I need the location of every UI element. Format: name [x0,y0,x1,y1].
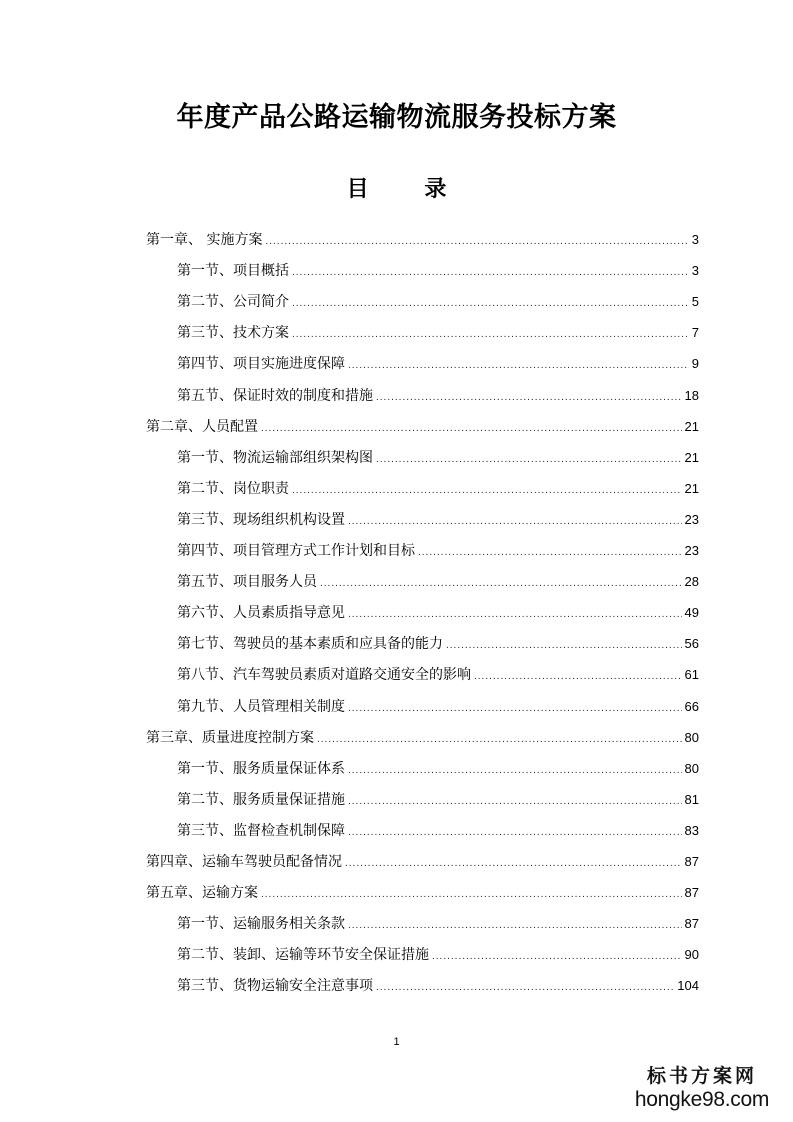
toc-dot-leader [261,884,682,906]
toc-section-entry[interactable] [177,571,699,593]
toc-entry-page: 81 [684,791,699,807]
toc-entry-page: 23 [684,511,699,527]
toc-entry-page: 87 [684,854,699,869]
toc-entry-label: 第二节、装卸、运输等环节安全保证措施 [177,947,429,964]
toc-entry-label: 第三节、现场组织机构设置 [177,511,345,528]
toc-section-entry[interactable] [177,602,699,624]
document-title: 年度产品公路运输物流服务投标方案 [176,102,617,133]
toc-dot-leader [265,231,688,253]
toc-entry-page: 28 [684,574,699,590]
toc-entry-page: 66 [684,698,699,714]
toc-entry-label: 第四节、项目实施进度保障 [177,356,345,373]
toc-section-entry[interactable] [177,509,699,531]
toc-section-entry[interactable] [177,633,699,655]
toc-section-entry[interactable] [177,789,699,811]
toc-entry-label: 第三章、质量进度控制方案 [146,729,314,746]
toc-entry-page: 18 [684,387,699,403]
toc-entry-label: 第一节、运输服务相关条款 [177,916,345,933]
toc-dot-leader [348,760,682,782]
toc-chapter-entry[interactable] [146,727,699,749]
toc-section-entry[interactable] [177,758,699,780]
toc-heading: 目 录 [346,177,471,202]
toc-entry-page: 80 [684,729,699,745]
toc-dot-leader [320,573,682,595]
toc-chapter-entry[interactable] [146,851,699,873]
toc-dot-leader [348,822,682,844]
toc-section-entry[interactable] [177,385,699,407]
toc-entry-label: 第一节、物流运输部组织架构图 [177,449,373,466]
toc-entry-page: 21 [684,480,699,496]
toc-section-entry[interactable] [177,260,699,282]
toc-section-entry[interactable] [177,820,699,842]
toc-chapter-entry[interactable] [146,882,699,904]
toc-dot-leader [292,262,689,284]
toc-section-entry[interactable] [177,944,699,966]
toc-entry-label: 第七节、驾驶员的基本素质和应具备的能力 [177,636,443,653]
toc-section-entry[interactable] [177,447,699,469]
toc-section-entry[interactable] [177,291,699,313]
toc-entry-page: 9 [691,356,699,372]
toc-dot-leader [348,915,682,937]
toc-entry-label: 第一节、服务质量保证体系 [177,760,345,777]
toc-section-entry[interactable] [177,664,699,686]
toc-entry-page: 90 [684,947,699,963]
toc-entry-label: 第二节、公司简介 [177,294,289,311]
watermark-url: hongke98.com [634,1088,770,1111]
toc-entry-page: 5 [691,294,699,310]
toc-dot-leader [348,698,682,720]
toc-entry-page: 3 [691,263,699,279]
toc-entry-page: 87 [684,916,699,932]
toc-dot-leader [345,853,682,875]
toc-dot-leader [376,449,682,471]
toc-entry-page: 3 [691,232,699,247]
toc-entry-label: 第六节、人员素质指导意见 [177,605,345,622]
toc-entry-label: 第三节、货物运输安全注意事项 [177,978,373,995]
toc-entry-label: 第二章、人员配置 [146,418,258,435]
toc-entry-page: 104 [677,978,699,994]
toc-entry-label: 第二节、岗位职责 [177,480,289,497]
toc-dot-leader [432,946,682,968]
toc-entry-label: 第三节、技术方案 [177,325,289,342]
toc-entry-page: 49 [684,605,699,621]
toc-entry-label: 第二节、服务质量保证措施 [177,791,345,808]
toc-dot-leader [292,480,682,502]
toc-section-entry[interactable] [177,540,699,562]
toc-entry-label: 第五节、项目服务人员 [177,574,317,591]
toc-dot-leader [348,355,689,377]
page-number: 1 [393,1036,400,1048]
toc-dot-leader [446,635,682,657]
site-watermark [627,1064,777,1112]
toc-dot-leader [292,293,689,315]
toc-dot-leader [348,604,682,626]
toc-dot-leader [376,977,674,999]
toc-dot-leader [348,511,682,533]
toc-chapter-entry[interactable] [146,229,699,251]
toc-entry-page: 61 [684,667,699,683]
toc-entry-label: 第九节、人员管理相关制度 [177,698,345,715]
toc-entry-label: 第一章、 实施方案 [146,232,263,248]
toc-entry-label: 第八节、汽车驾驶员素质对道路交通安全的影响 [177,667,471,684]
toc-entry-label: 第四章、运输车驾驶员配备情况 [146,854,342,870]
toc-section-entry[interactable] [177,696,699,718]
toc-section-entry[interactable] [177,353,699,375]
toc-entry-page: 80 [684,760,699,776]
toc-entry-page: 21 [684,449,699,465]
toc-entry-page: 21 [684,418,699,434]
toc-dot-leader [418,542,682,564]
toc-entry-label: 第一节、项目概括 [177,263,289,280]
toc-dot-leader [474,666,682,688]
toc-dot-leader [376,387,682,409]
toc-entry-label: 第五节、保证时效的制度和措施 [177,387,373,404]
toc-entry-label: 第三节、监督检查机制保障 [177,822,345,839]
toc-entry-page: 87 [684,885,699,901]
toc-section-entry[interactable] [177,975,699,997]
toc-entry-page: 23 [684,543,699,558]
toc-chapter-entry[interactable] [146,416,699,438]
toc-dot-leader [292,324,689,346]
toc-entry-page: 7 [691,325,699,341]
toc-entry-label: 第四节、项目管理方式工作计划和目标 [177,543,415,559]
toc-dot-leader [317,729,682,751]
watermark-brand: 标书方案网 [646,1065,757,1087]
toc-entry-page: 83 [684,822,699,838]
toc-entry-page: 56 [684,636,699,652]
toc-dot-leader [261,418,682,440]
toc-section-entry[interactable] [177,478,699,500]
toc-dot-leader [348,791,682,813]
toc-section-entry[interactable] [177,913,699,935]
toc-entry-label: 第五章、运输方案 [146,885,258,902]
toc-section-entry[interactable] [177,322,699,344]
